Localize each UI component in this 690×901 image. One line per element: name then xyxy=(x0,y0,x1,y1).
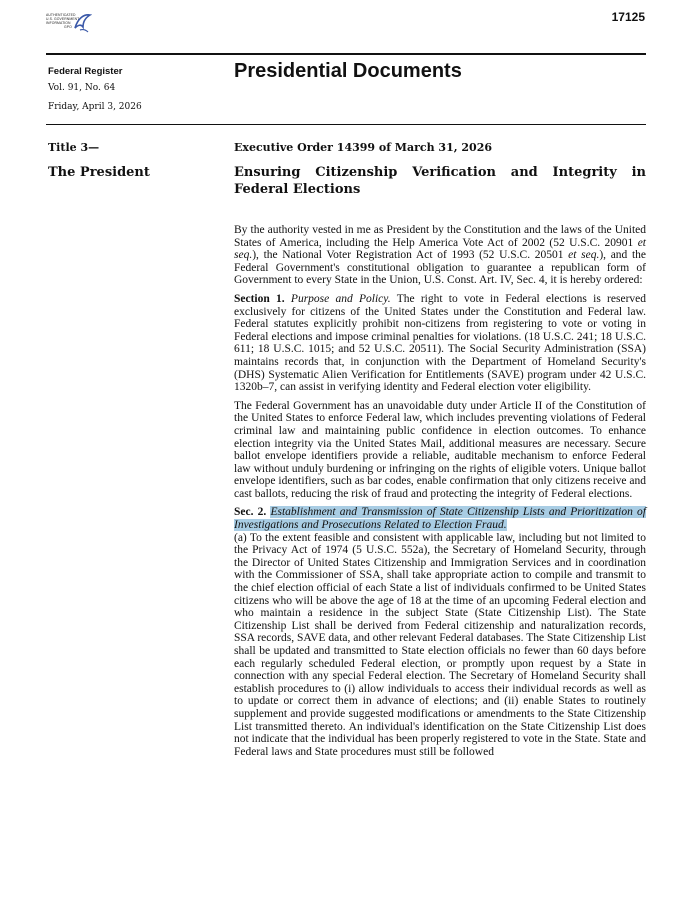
section-rule xyxy=(46,124,646,125)
section-1-text: The right to vote in Federal elections is reserved exclusively for citizens of the United States under the Constitution and Federal law. Federal statutes explicitly prohibit non-citizens from registering to vote or voting in Federal elections and impose criminal penalties for violations. (18 U.S.C. 241; 18 U.S.C. 611; 18 U.S.C. 1015; and 52 U.S.C. 20511). The Social Security Administration (SSA) maintains records that, in conjunction with the Department of Homeland Security's (DHS) Systematic Alien Verification for Entitlements (SAVE) program under 42 U.S.C. 1320b–7, can assist in verifying identity and Federal election voter eligibility. xyxy=(234,292,646,394)
logo-line: GPO xyxy=(64,25,72,29)
logo-line: INFORMATION xyxy=(46,21,71,25)
logo-line: AUTHENTICATED xyxy=(46,13,76,17)
president-label: The President xyxy=(48,165,150,180)
section-2-heading-highlighted[interactable]: Establishment and Transmission of State Citizenship Lists and Prioritization of Investigations and Prosecutions Related to Election Fraud. xyxy=(234,506,646,532)
section-2-paragraph xyxy=(234,506,646,758)
register-info xyxy=(48,65,142,117)
section-1-heading: Purpose and Policy. xyxy=(290,292,391,305)
page-number: 17125 xyxy=(611,10,645,24)
preamble-text: By the authority vested in me as President by the Constitution and the laws of the United States of America, including the Help America Vote Act of 2002 (52 U.S.C. 20901 xyxy=(234,224,646,249)
logo-line: U.S. GOVERNMENT xyxy=(46,17,80,21)
executive-order-title: Ensuring Citizenship Verification and Integrity in Federal Elections xyxy=(234,165,646,197)
section-1-paragraph xyxy=(234,293,646,394)
register-title: Federal Register xyxy=(48,66,123,77)
header-rule xyxy=(46,53,646,55)
eagle-icon xyxy=(72,12,92,34)
preamble-text: ), the National Voter Registration Act of 1993 (52 U.S.C. 20501 xyxy=(252,249,569,262)
executive-order-number: Executive Order 14399 of March 31, 2026 xyxy=(234,141,493,154)
section-1-label: Section 1. xyxy=(234,292,285,305)
title-label: Title 3— xyxy=(48,141,100,154)
preamble-text: ), and the Federal Government's constitutional obligation to guarantee a republican form of Government to every State in the Union, U.S. Const. Art. IV, Sec. 4, it is hereby ordered: xyxy=(234,249,647,287)
order-body xyxy=(234,224,646,764)
preamble-italic: et seq. xyxy=(568,249,600,262)
preamble-italic: et seq. xyxy=(234,236,646,262)
section-2-text: (a) To the extent feasible and consistent with applicable law, including but not limited to the Privacy Act of 1974 (5 U.S.C. 552a), the Secretary of Homeland Security, through the Director of United States Citizenship and Immigration Services and in coordination with the Commissioner of SSA, shall take appropriate action to compile and transmit to the chief election official of each State a list of individuals confirmed to be United States citizens who will be above the age of 18 at the time of an upcoming Federal election and who maintain a residence in the subject State (State Citizenship List). The State Citizenship List shall be derived from Federal citizenship and naturalization records, SSA records, SAVE data, and other relevant Federal databases. The State Citizenship List shall be updated and transmitted to State election officials no fewer than 60 days before each regularly scheduled Federal election, or promptly upon request by a State in connection with any special Federal election. The Secretary of Homeland Security shall establish procedures to (i) allow individuals to access their individual records as well as to update or correct them in advance of elections; and (ii) enable States to routinely supplement and provide suggested modifications or amendments to the State Citizenship List transmitted thereto. An individual's identification on the State Citizenship List does not indicate that the individual has been properly registered to vote in the State. State and Federal laws and State procedures must still be followed xyxy=(234,531,646,758)
register-volume: Vol. 91, No. 64 xyxy=(48,83,116,93)
gpo-authenticated-logo xyxy=(46,12,92,36)
section-2-label: Sec. 2. xyxy=(234,506,267,519)
preamble-paragraph xyxy=(234,224,646,287)
section-heading: Presidential Documents xyxy=(234,60,462,82)
section-1b-paragraph: The Federal Government has an unavoidable duty under Article II of the Constitution of the United States to enforce Federal law, which includes preventing violations of Federal criminal law and maintaining public confidence in election outcomes. To enhance election integrity via the United States Mail, additional measures are necessary. Secure ballot envelope identifiers provide a reliable, auditable mechanism to enforce Federal law without unduly burdening or infringing on the rights of eligible voters. Unique ballot envelope identifiers, such as bar codes, enable confirmation that only citizens receive and cast ballots, reducing the risk of fraud and protecting the integrity of Federal elections. xyxy=(234,399,646,500)
register-date: Friday, April 3, 2026 xyxy=(48,102,142,112)
